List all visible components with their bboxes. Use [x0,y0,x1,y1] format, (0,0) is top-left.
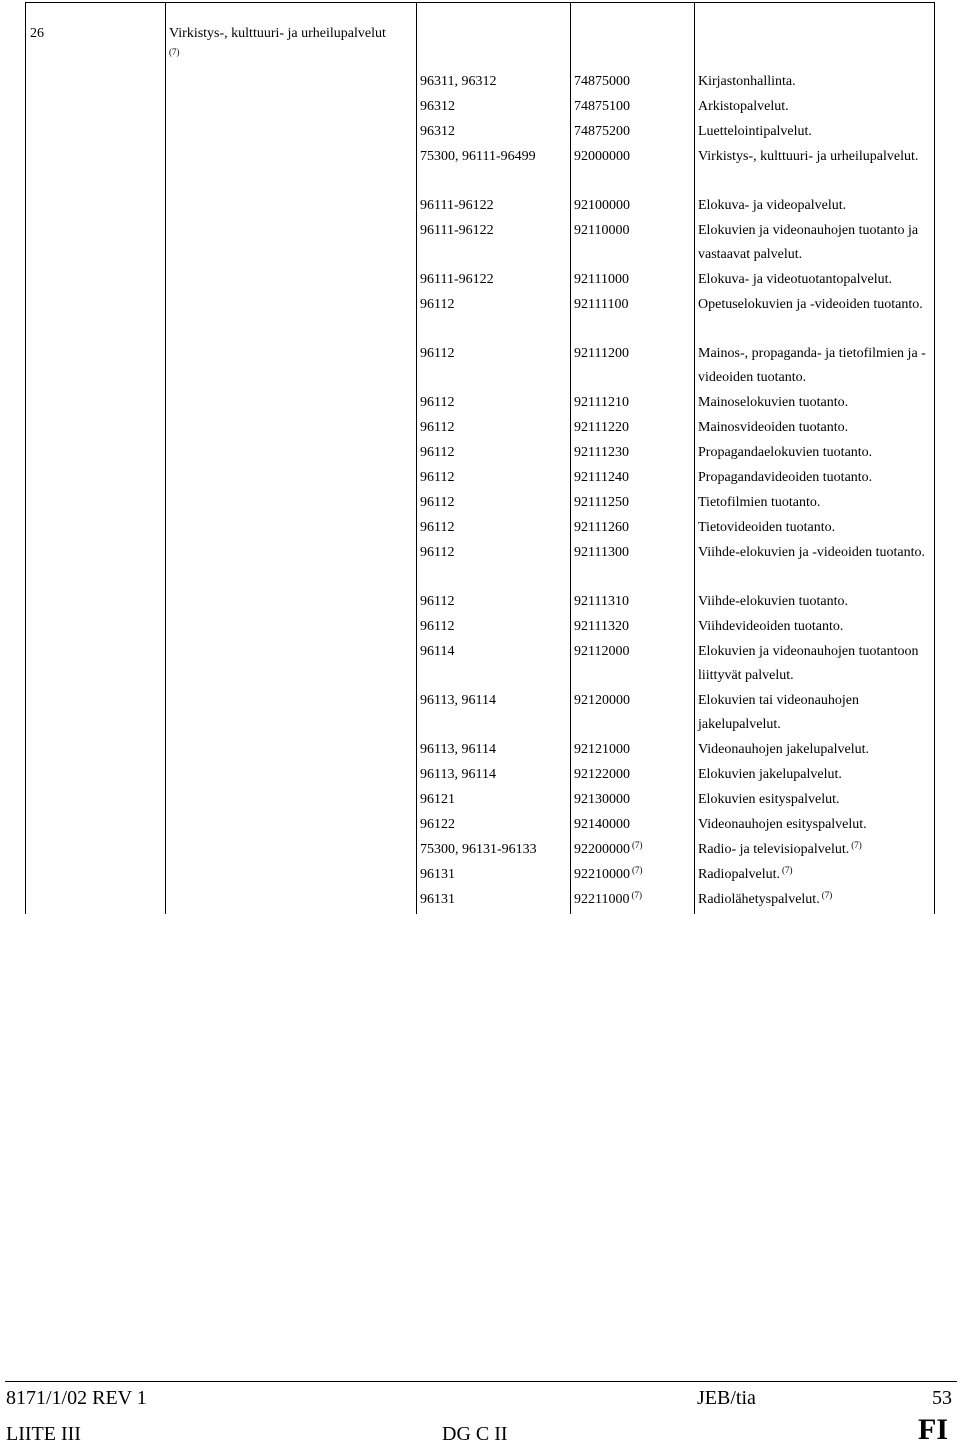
service-description-text: Elokuvien ja videonauhojen tuotanto ja vastaavat palvelut. [698,223,919,262]
service-description [698,466,938,490]
service-description [698,145,938,169]
service-description [698,194,938,218]
service-description-text: Arkistopalvelut. [698,99,789,114]
service-description [698,516,938,540]
cpc-code: 96131 [420,892,455,907]
cpc-code: 96112 [420,619,455,634]
cpc-code: 96112 [420,346,455,361]
cpv-code-text: 92211000 [574,892,630,907]
cpv-code [574,416,694,440]
service-description-text: Radio- ja televisiopalvelut. [698,842,850,857]
service-description-text: Elokuvien tai videonauhojen jakelupalvelut. [698,693,859,732]
cpv-code [574,194,694,218]
cpc-code: 96113, 96114 [420,693,496,708]
cpc-code: 96112 [420,520,455,535]
service-description-text: Mainosvideoiden tuotanto. [698,420,849,435]
column-divider-4 [694,2,695,914]
footnote-ref: (7) [851,840,862,850]
cpv-code [574,590,694,614]
cpv-code [574,293,694,317]
cpc-code: 96112 [420,420,455,435]
service-description [698,293,938,317]
service-description-text: Luettelointipalvelut. [698,124,812,139]
cpv-code-text: 92112000 [574,644,630,659]
cpv-code [574,95,694,119]
cpv-code-text: 92111300 [574,545,629,560]
cpv-code-text: 92111320 [574,619,629,634]
cpv-code [574,888,694,912]
service-description-text: Radiolähetyspalvelut. [698,892,820,907]
service-description [698,788,938,812]
service-description-text: Tietovideoiden tuotanto. [698,520,836,535]
cpv-code-text: 92111260 [574,520,629,535]
service-description-text: Elokuvien esityspalvelut. [698,792,840,807]
cpc-code: 96112 [420,395,455,410]
service-description [698,640,938,688]
footnote-ref: (7) [631,890,642,900]
cpc-code: 96112 [420,445,455,460]
cpc-code: 96112 [420,470,455,485]
cpv-code [574,120,694,144]
service-description-text: Mainos-, propaganda- ja tietofilmien ja -videoiden tuotanto. [698,346,926,385]
service-description [698,590,938,614]
cpv-code-text: 92140000 [574,817,630,832]
footer-rule [5,1381,957,1382]
service-description-text: Videonauhojen esityspalvelut. [698,817,867,832]
cpv-code-text: 92111250 [574,495,629,510]
service-description [698,615,938,639]
category-title: Virkistys-, kulttuuri- ja urheilupalvelut [169,26,386,41]
footnote-ref: (7) [821,890,833,900]
service-description [698,763,938,787]
cpv-code [574,863,694,887]
cpc-code: 96113, 96114 [420,767,496,782]
cpv-code-text: 92111000 [574,272,629,287]
cpv-code [574,391,694,415]
cpv-code-text: 92130000 [574,792,630,807]
cpc-code: 96311, 96312 [420,74,497,89]
cpv-code [574,788,694,812]
service-description-text: Viihdevideoiden tuotanto. [698,619,844,634]
cpc-code: 96112 [420,495,455,510]
cpv-code [574,541,694,565]
footer-page-number: 53 [932,1387,952,1409]
footnote-ref: (7) [632,840,643,850]
service-description-text: Tietofilmien tuotanto. [698,495,821,510]
column-divider-3 [570,2,571,914]
cpv-code-text: 92210000 [574,867,630,882]
cpv-code [574,441,694,465]
service-description-text: Radiopalvelut. [698,867,781,882]
service-description-text: Viihde-elokuvien tuotanto. [698,594,849,609]
cpc-code: 96114 [420,644,455,659]
column-divider-1 [165,2,166,914]
cpc-code: 96131 [420,867,455,882]
cpv-code-text: 92122000 [574,767,630,782]
cpv-code-text: 92111100 [574,297,629,312]
service-description [698,689,938,737]
service-description-text: Virkistys-, kulttuuri- ja urheilupalvelut. [698,149,919,164]
cpv-code [574,813,694,837]
cpc-code: 96121 [420,792,455,807]
cpc-code: 96312 [420,99,455,114]
service-description [698,888,938,912]
cpv-code-text: 92100000 [574,198,630,213]
cpv-code-text: 74875000 [574,74,630,89]
cpc-code: 75300, 96111-96499 [420,149,536,164]
cpv-code [574,615,694,639]
table-left-border [25,2,26,914]
footer-language: FI [918,1413,948,1446]
service-description [698,863,938,887]
cpv-code [574,342,694,366]
service-description [698,738,938,762]
cpv-code-text: 92000000 [574,149,630,164]
cpv-code [574,219,694,243]
footnote-ref: (7) [782,865,793,875]
cpv-code-text: 74875200 [574,124,630,139]
service-description-text: Elokuva- ja videotuotantopalvelut. [698,272,893,287]
category-note: (7) [169,47,180,57]
service-description-text: Propagandavideoiden tuotanto. [698,470,873,485]
cpc-code: 96112 [420,594,455,609]
service-description-text: Elokuvien jakelupalvelut. [698,767,842,782]
cpv-code-text: 92111200 [574,346,629,361]
cpv-code-text: 92111220 [574,420,629,435]
service-description-text: Elokuvien ja videonauhojen tuotantoon liittyvät palvelut. [698,644,919,683]
cpv-code [574,640,694,664]
service-description-text: Propagandaelokuvien tuotanto. [698,445,873,460]
footer-dg: DG C II [442,1423,508,1445]
cpv-code [574,145,694,169]
table-top-border [25,2,935,3]
footer-author: JEB/tia [697,1387,756,1409]
service-description-text: Videonauhojen jakelupalvelut. [698,742,869,757]
cpv-code [574,689,694,713]
service-description [698,391,938,415]
category-number: 26 [30,26,44,41]
service-description [698,268,938,292]
service-description [698,441,938,465]
cpv-code [574,516,694,540]
cpc-code: 75300, 96131-96133 [420,842,537,857]
cpv-code [574,738,694,762]
cpv-code-text: 92111240 [574,470,629,485]
cpc-code: 96112 [420,545,455,560]
cpv-code [574,838,694,862]
service-description-text: Opetuselokuvien ja -videoiden tuotanto. [698,297,923,312]
service-description [698,95,938,119]
cpv-code-text: 92120000 [574,693,630,708]
service-description [698,416,938,440]
service-description [698,491,938,515]
cpv-code-text: 74875100 [574,99,630,114]
service-description [698,70,938,94]
cpv-code-text: 92111310 [574,594,629,609]
service-description-text: Kirjastonhallinta. [698,74,796,89]
cpv-code [574,466,694,490]
service-description-text: Viihde-elokuvien ja -videoiden tuotanto. [698,545,925,560]
footer-doc-ref: 8171/1/02 REV 1 [6,1387,147,1409]
cpc-code: 96122 [420,817,455,832]
cpv-code-text: 92111230 [574,445,629,460]
cpv-code-text: 92121000 [574,742,630,757]
service-description [698,541,938,565]
cpc-code: 96312 [420,124,455,139]
footnote-ref: (7) [632,865,643,875]
service-description-text: Mainoselokuvien tuotanto. [698,395,849,410]
cpc-code: 96111-96122 [420,272,494,287]
cpc-code: 96111-96122 [420,198,494,213]
service-description [698,219,938,267]
service-description-text: Elokuva- ja videopalvelut. [698,198,847,213]
cpv-code [574,70,694,94]
cpc-code: 96112 [420,297,455,312]
cpv-code-text: 92111210 [574,395,629,410]
cpc-code: 96111-96122 [420,223,494,238]
service-description [698,342,938,390]
cpv-code [574,491,694,515]
cpv-code-text: 92200000 [574,842,630,857]
service-description [698,120,938,144]
service-description [698,838,938,862]
column-divider-2 [416,2,417,914]
service-description [698,813,938,837]
footer-annex: LIITE III [6,1423,81,1445]
cpc-code: 96113, 96114 [420,742,496,757]
cpv-code-text: 92110000 [574,223,630,238]
cpv-code [574,268,694,292]
cpv-code [574,763,694,787]
